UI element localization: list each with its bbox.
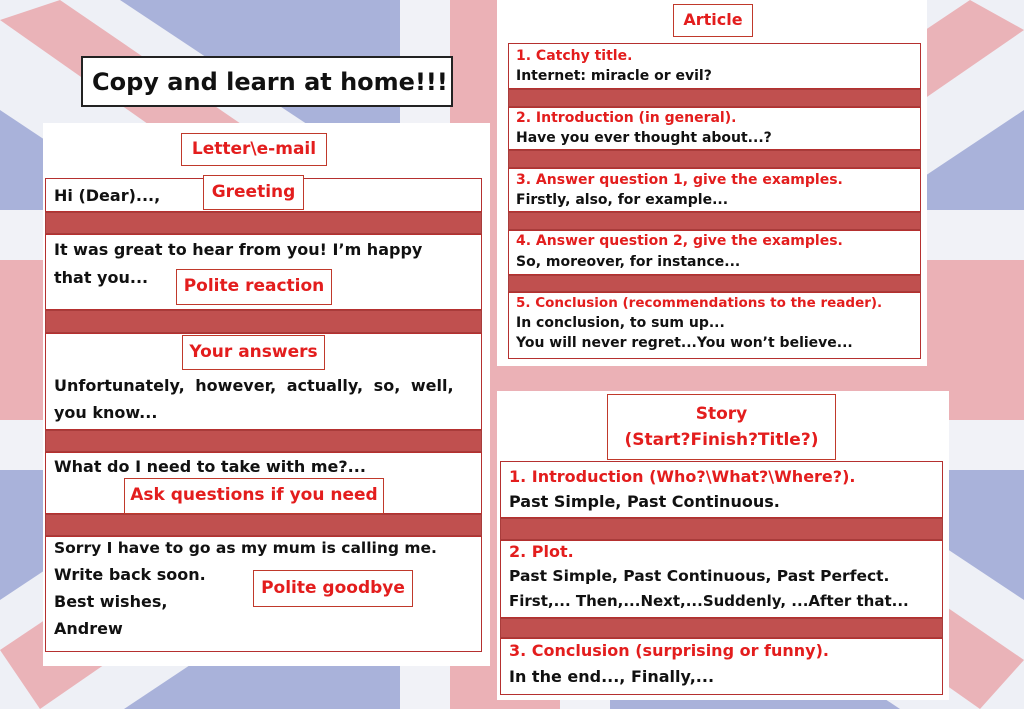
article-item-3-title: 3. Answer question 1, give the examples.	[516, 172, 843, 188]
question-tag: Ask questions if you need	[124, 478, 384, 514]
story-item-1-title: 1. Introduction (Who?\What?\Where?).	[509, 467, 856, 486]
reaction-line-1: It was great to hear from you! I’m happy	[54, 240, 423, 259]
reaction-tag: Polite reaction	[176, 269, 332, 305]
story-item-1-line-1: Past Simple, Past Continuous.	[509, 492, 780, 511]
question-text: What do I need to take with me?...	[54, 457, 366, 476]
story-heading	[607, 394, 836, 460]
story-item-2-line-2: First,... Then,...Next,...Suddenly, ...After that...	[509, 592, 909, 610]
goodbye-line-2: Write back soon.	[54, 565, 206, 584]
article-heading: Article	[673, 4, 753, 37]
article-item-3-line-1: Firstly, also, for example...	[516, 192, 729, 208]
story-item-2-title: 2. Plot.	[509, 542, 574, 561]
letter-divider-1	[45, 212, 482, 234]
reaction-line-2: that you...	[54, 268, 149, 287]
article-item-5-title: 5. Conclusion (recommendations to the reader).	[516, 295, 883, 311]
article-item-4-title: 4. Answer question 2, give the examples.	[516, 233, 843, 249]
article-divider-2	[508, 150, 921, 168]
goodbye-tag: Polite goodbye	[253, 570, 413, 607]
article-divider-4	[508, 275, 921, 292]
story-divider-2	[500, 618, 943, 638]
story-item-3-title: 3. Conclusion (surprising or funny).	[509, 641, 829, 660]
letter-heading: Letter\e-mail	[181, 133, 327, 166]
article-item-2-title: 2. Introduction (in general).	[516, 110, 737, 126]
article-item-5-line-2: You will never regret...You won’t believe...	[516, 335, 853, 351]
answers-line-1: Unfortunately, however, actually, so, well,	[54, 376, 454, 395]
article-item-1-title: 1. Catchy title.	[516, 48, 633, 64]
answers-tag: Your answers	[182, 335, 325, 370]
article-item-2-line-1: Have you ever thought about...?	[516, 130, 772, 146]
letter-divider-4	[45, 514, 482, 536]
article-item-1-line-1: Internet: miracle or evil?	[516, 68, 712, 84]
story-heading-line-2: (Start?Finish?Title?)	[624, 430, 819, 450]
goodbye-line-1: Sorry I have to go as my mum is calling me.	[54, 539, 437, 557]
letter-divider-3	[45, 430, 482, 452]
story-item-3-line-1: In the end..., Finally,...	[509, 667, 715, 686]
article-divider-1	[508, 89, 921, 107]
story-item-2-line-1: Past Simple, Past Continuous, Past Perfect.	[509, 567, 890, 585]
greeting-tag: Greeting	[203, 175, 304, 210]
story-heading-line-1: Story	[695, 404, 748, 424]
letter-divider-2	[45, 310, 482, 333]
greeting-text: Hi (Dear)...,	[54, 186, 161, 205]
goodbye-line-4: Andrew	[54, 619, 123, 638]
story-divider-1	[500, 518, 943, 540]
answers-line-2: you know...	[54, 403, 158, 422]
article-item-5-line-1: In conclusion, to sum up...	[516, 315, 725, 331]
article-item-4-line-1: So, moreover, for instance...	[516, 254, 741, 270]
page-title: Copy and learn at home!!!	[92, 68, 448, 96]
goodbye-line-3: Best wishes,	[54, 592, 168, 611]
article-divider-3	[508, 212, 921, 230]
header-box	[81, 56, 453, 107]
